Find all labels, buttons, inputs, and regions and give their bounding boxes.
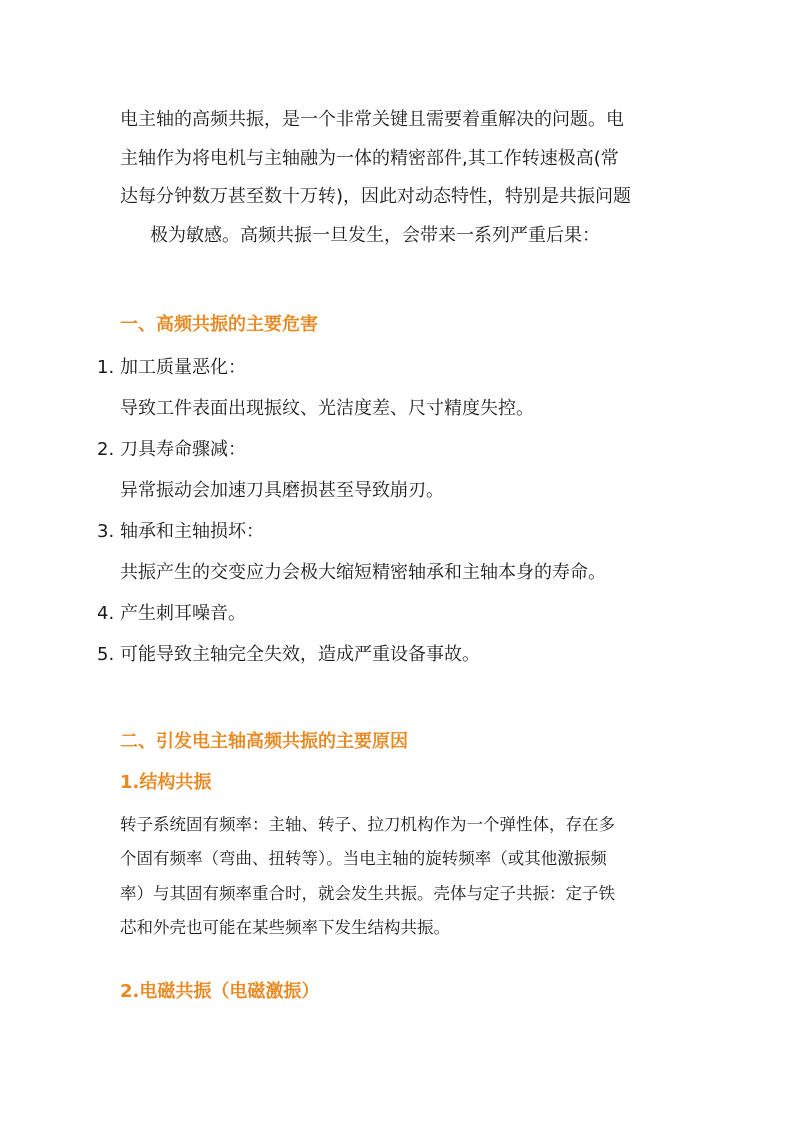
paragraph-line: 率）与其固有频率重合时，就会发生共振。壳体与定子共振：定子铁 [120,883,615,903]
paragraph-line: 转子系统固有频率：主轴、转子、拉刀机构作为一个弹性体，存在多 [120,815,615,834]
intro-line: 达每分钟数万甚至数十万转)，因此对动态特性，特别是共振问题 [120,186,632,207]
list-item-detail: 导致工件表面出现振纹、光洁度差、尺寸精度失控。 [120,398,534,419]
section-heading-harms: 一、高频共振的主要危害 [120,314,318,335]
subsection-heading-electromagnetic: 2.电磁共振（电磁激振） [120,981,320,1002]
list-item-title: 可能导致主轴完全失效，造成严重设备事故。 [120,644,480,665]
paragraph-line: 个固有频率（弯曲、扭转等）。当电主轴的旋转频率（或其他激振频 [120,849,607,869]
list-item-detail: 异常振动会加速刀具磨损甚至导致崩刃。 [120,480,444,501]
intro-line: 主轴作为将电机与主轴融为一体的精密部件,其工作转速极高(常 [120,147,619,169]
list-item-title: 轴承和主轴损坏： [120,521,264,542]
list-item-detail: 共振产生的交变应力会极大缩短精密轴承和主轴本身的寿命。 [120,562,606,583]
list-item [97,598,606,639]
intro-line: 极为敏感。高频共振一旦发生，会带来一系列严重后果： [150,224,600,246]
list-item [97,352,606,434]
list-item [97,639,606,680]
subsection-heading-structural: 1.结构共振 [120,772,212,793]
list-item-title: 加工质量恶化： [120,357,246,378]
list-number: 1. [97,357,115,378]
list-number: 5. [97,644,115,665]
intro-paragraph [120,101,680,255]
list-number: 4. [97,603,115,624]
harms-list [97,352,606,680]
list-item-title: 产生刺耳噪音。 [120,603,246,624]
list-number: 3. [97,521,115,542]
structural-resonance-paragraph [120,808,685,945]
list-number: 2. [97,439,115,460]
list-item [97,516,606,598]
paragraph-line: 芯和外壳也可能在某些频率下发生结构共振。 [120,917,450,937]
section-heading-causes: 二、引发电主轴高频共振的主要原因 [120,731,408,752]
list-item-title: 刀具寿命骤减： [120,439,246,460]
list-item [97,434,606,516]
intro-line: 电主轴的高频共振，是一个非常关键且需要着重解决的问题。电 [120,109,624,130]
